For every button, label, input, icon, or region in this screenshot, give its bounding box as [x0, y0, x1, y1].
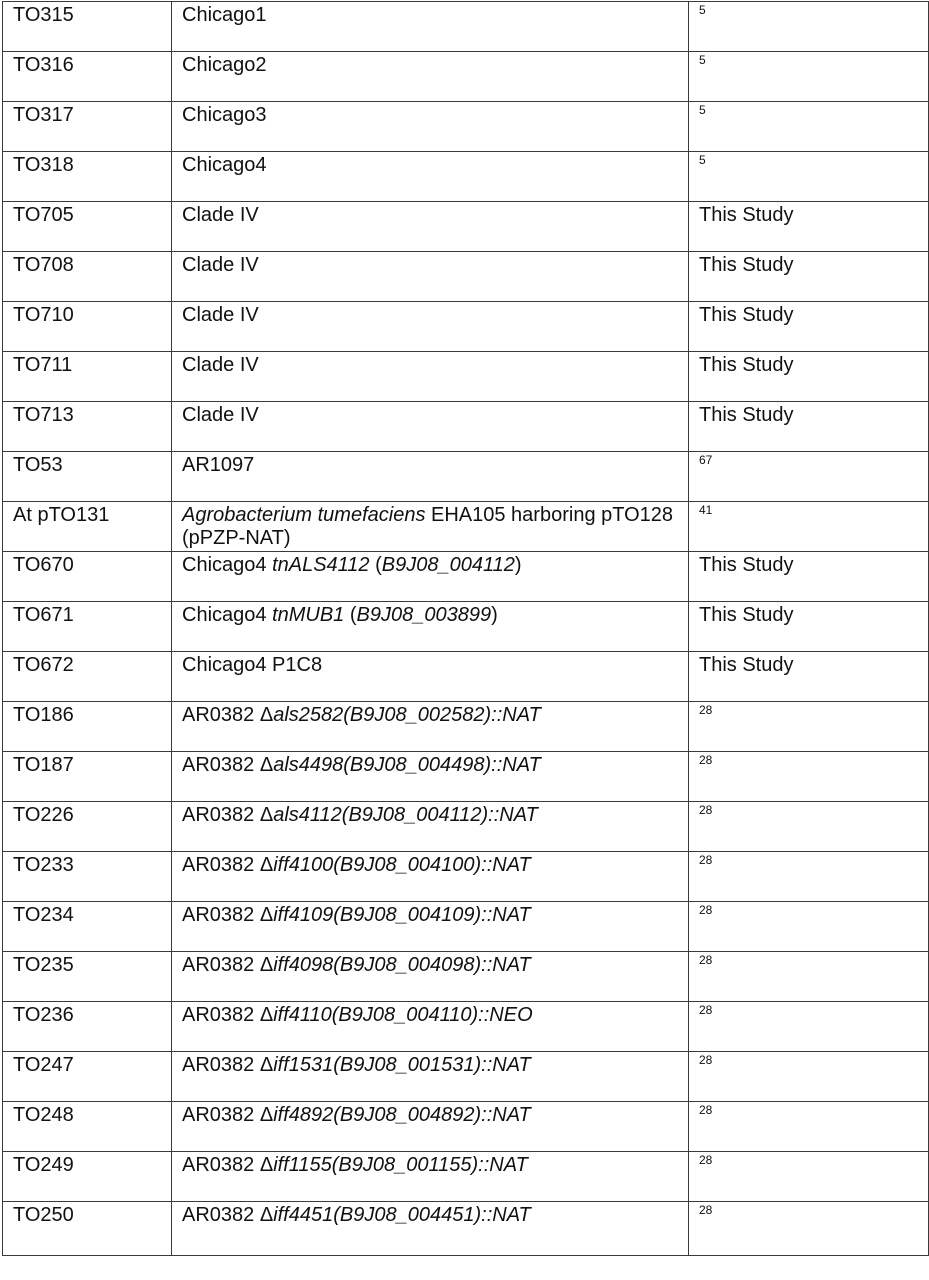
- table-row: [3, 252, 929, 302]
- reference-cell: [689, 952, 929, 1002]
- strain-text: AR0382 Δ: [182, 1054, 274, 1076]
- strain-text: AR0382 Δ: [182, 854, 274, 876]
- strain-italic-text: iff1155(B9J08_001155)::NAT: [273, 1154, 528, 1176]
- strain-id-cell: TO226: [3, 802, 172, 852]
- reference-citation: 5: [699, 53, 706, 67]
- strain-text: Clade IV: [182, 354, 259, 376]
- strain-italic-text: als4498(B9J08_004498)::NAT: [273, 754, 541, 776]
- strain-description-cell: [172, 352, 689, 402]
- strain-description-cell: [172, 52, 689, 102]
- reference-cell: [689, 902, 929, 952]
- strain-text: Chicago2: [182, 54, 267, 76]
- strain-italic-text: iff1531(B9J08_001531)::NAT: [273, 1054, 531, 1076]
- table-row: [3, 202, 929, 252]
- table-row: [3, 602, 929, 652]
- reference-cell: [689, 202, 929, 252]
- strain-description-cell: [172, 2, 689, 52]
- reference-cell: [689, 152, 929, 202]
- strain-id-cell: TO315: [3, 2, 172, 52]
- reference-cell: [689, 402, 929, 452]
- table-row: [3, 352, 929, 402]
- strain-italic-text: Agrobacterium tumefaciens: [182, 504, 426, 526]
- strain-id-cell: TO713: [3, 402, 172, 452]
- strain-text: AR0382 Δ: [182, 1004, 274, 1026]
- reference-citation: 5: [699, 153, 706, 167]
- strain-text: ): [491, 604, 498, 626]
- strain-description-cell: [172, 102, 689, 152]
- strain-description-cell: [172, 1002, 689, 1052]
- reference-citation: 5: [699, 103, 706, 117]
- reference-text: This Study: [699, 254, 794, 276]
- table-row: [3, 52, 929, 102]
- strain-id-cell: TO317: [3, 102, 172, 152]
- reference-citation: 41: [699, 503, 713, 517]
- strain-description-cell: [172, 602, 689, 652]
- strain-description-cell: [172, 652, 689, 702]
- strain-id-cell: TO53: [3, 452, 172, 502]
- strain-text: AR1097: [182, 454, 255, 476]
- strain-description-cell: [172, 902, 689, 952]
- table-row: [3, 752, 929, 802]
- table-row: [3, 2, 929, 52]
- reference-text: This Study: [699, 204, 794, 226]
- strain-text: EHA105 harboring pTO128 (pPZP-NAT): [182, 504, 674, 549]
- reference-citation: 28: [699, 903, 713, 917]
- strain-description-cell: [172, 252, 689, 302]
- reference-citation: 28: [699, 953, 713, 967]
- strain-id-cell: TO249: [3, 1152, 172, 1202]
- strain-description-cell: [172, 452, 689, 502]
- strain-text: AR0382 Δ: [182, 804, 274, 826]
- strain-text: ): [514, 554, 522, 576]
- reference-citation: 28: [699, 803, 713, 817]
- strain-description-cell: [172, 402, 689, 452]
- strain-description-cell: [172, 802, 689, 852]
- strain-id-cell: TO187: [3, 752, 172, 802]
- reference-citation: 28: [699, 1153, 713, 1167]
- strain-italic-text: iff4110(B9J08_004110)::NEO: [273, 1004, 533, 1026]
- reference-cell: [689, 602, 929, 652]
- reference-cell: [689, 52, 929, 102]
- strain-description-cell: [172, 1102, 689, 1152]
- strain-italic-text: als4112(B9J08_004112)::NAT: [273, 804, 538, 826]
- table-row: [3, 102, 929, 152]
- strain-description-cell: [172, 752, 689, 802]
- strain-description-cell: [172, 852, 689, 902]
- strain-id-cell: TO316: [3, 52, 172, 102]
- strain-text: Clade IV: [182, 304, 259, 326]
- reference-cell: [689, 802, 929, 852]
- reference-text: This Study: [699, 404, 794, 426]
- reference-citation: 28: [699, 753, 713, 767]
- table-row: [3, 952, 929, 1002]
- strain-text: AR0382 Δ: [182, 754, 274, 776]
- strain-text: AR0382 Δ: [182, 704, 274, 726]
- reference-citation: 28: [699, 853, 713, 867]
- strain-text: AR0382 Δ: [182, 954, 274, 976]
- table-row: [3, 1202, 929, 1256]
- reference-text: This Study: [699, 554, 794, 576]
- strain-italic-text: B9J08_004112: [381, 554, 515, 576]
- reference-cell: [689, 552, 929, 602]
- strain-id-cell: TO318: [3, 152, 172, 202]
- table-row: [3, 702, 929, 752]
- strain-text: Chicago4: [182, 604, 273, 626]
- strain-italic-text: tnMUB1: [272, 604, 345, 626]
- reference-text: This Study: [699, 354, 794, 376]
- strain-id-cell: TO710: [3, 302, 172, 352]
- strain-text: Clade IV: [182, 254, 259, 276]
- strain-id-cell: TO186: [3, 702, 172, 752]
- reference-citation: 28: [699, 703, 713, 717]
- reference-cell: [689, 1102, 929, 1152]
- strain-italic-text: iff4109(B9J08_004109)::NAT: [273, 904, 531, 926]
- strain-italic-text: als2582(B9J08_002582)::NAT: [273, 704, 541, 726]
- reference-cell: [689, 852, 929, 902]
- strain-italic-text: iff4100(B9J08_004100)::NAT: [273, 854, 531, 876]
- table-row: [3, 1152, 929, 1202]
- strain-text: Clade IV: [182, 204, 259, 226]
- reference-cell: [689, 652, 929, 702]
- table-row: [3, 402, 929, 452]
- table-row: [3, 452, 929, 502]
- table-row: [3, 802, 929, 852]
- reference-cell: [689, 1202, 929, 1256]
- strain-text: (: [344, 604, 357, 626]
- strain-id-cell: TO235: [3, 952, 172, 1002]
- table-row: [3, 552, 929, 602]
- strain-description-cell: [172, 502, 689, 552]
- table-row: [3, 652, 929, 702]
- reference-cell: [689, 1002, 929, 1052]
- reference-cell: [689, 702, 929, 752]
- strain-id-cell: TO250: [3, 1202, 172, 1256]
- table-row: [3, 1102, 929, 1152]
- strain-italic-text: tnALS4112: [272, 554, 370, 576]
- strain-id-cell: TO672: [3, 652, 172, 702]
- strain-text: AR0382 Δ: [182, 904, 274, 926]
- reference-cell: [689, 502, 929, 552]
- strain-text: AR0382 Δ: [182, 1204, 274, 1226]
- reference-cell: [689, 452, 929, 502]
- strain-id-cell: TO233: [3, 852, 172, 902]
- reference-cell: [689, 302, 929, 352]
- table-row: [3, 902, 929, 952]
- strain-id-cell: TO247: [3, 1052, 172, 1102]
- table-row: [3, 302, 929, 352]
- strain-id-cell: TO234: [3, 902, 172, 952]
- reference-citation: 67: [699, 453, 713, 467]
- reference-cell: [689, 102, 929, 152]
- strain-description-cell: [172, 1202, 689, 1256]
- strain-table: [2, 1, 929, 1256]
- strain-description-cell: [172, 702, 689, 752]
- table-row: [3, 1052, 929, 1102]
- table-row: [3, 152, 929, 202]
- strain-id-cell: At pTO131: [3, 502, 172, 552]
- reference-citation: 5: [699, 3, 706, 17]
- strain-id-cell: TO248: [3, 1102, 172, 1152]
- strain-text: Chicago3: [182, 104, 267, 126]
- strain-id-cell: TO236: [3, 1002, 172, 1052]
- strain-text: Chicago1: [182, 4, 267, 26]
- strain-id-cell: TO708: [3, 252, 172, 302]
- reference-cell: [689, 352, 929, 402]
- strain-id-cell: TO671: [3, 602, 172, 652]
- strain-id-cell: TO711: [3, 352, 172, 402]
- strain-italic-text: iff4098(B9J08_004098)::NAT: [273, 954, 531, 976]
- strain-id-cell: TO670: [3, 552, 172, 602]
- reference-text: This Study: [699, 654, 794, 676]
- reference-cell: [689, 252, 929, 302]
- reference-cell: [689, 1152, 929, 1202]
- reference-text: This Study: [699, 304, 794, 326]
- table-row: [3, 1002, 929, 1052]
- reference-citation: 28: [699, 1053, 713, 1067]
- strain-italic-text: iff4451(B9J08_004451)::NAT: [273, 1204, 531, 1226]
- table-row: [3, 502, 929, 552]
- reference-text: This Study: [699, 604, 794, 626]
- strain-description-cell: [172, 152, 689, 202]
- strain-description-cell: [172, 1152, 689, 1202]
- strain-description-cell: [172, 202, 689, 252]
- reference-cell: [689, 752, 929, 802]
- strain-description-cell: [172, 552, 689, 602]
- reference-citation: 28: [699, 1103, 713, 1117]
- reference-cell: [689, 2, 929, 52]
- strain-id-cell: TO705: [3, 202, 172, 252]
- strain-text: AR0382 Δ: [182, 1154, 274, 1176]
- strain-italic-text: B9J08_003899: [356, 604, 492, 626]
- strain-italic-text: iff4892(B9J08_004892)::NAT: [273, 1104, 531, 1126]
- strain-description-cell: [172, 952, 689, 1002]
- reference-citation: 28: [699, 1003, 713, 1017]
- strain-text: Chicago4: [182, 154, 267, 176]
- table-row: [3, 852, 929, 902]
- strain-text: Clade IV: [182, 404, 259, 426]
- reference-cell: [689, 1052, 929, 1102]
- strain-text: Chicago4 P1C8: [182, 654, 323, 676]
- strain-text: Chicago4: [182, 554, 273, 576]
- reference-citation: 28: [699, 1203, 713, 1217]
- strain-text: AR0382 Δ: [182, 1104, 274, 1126]
- strain-description-cell: [172, 302, 689, 352]
- strain-text: (: [369, 554, 382, 576]
- strain-description-cell: [172, 1052, 689, 1102]
- strain-table-body: [3, 2, 929, 1256]
